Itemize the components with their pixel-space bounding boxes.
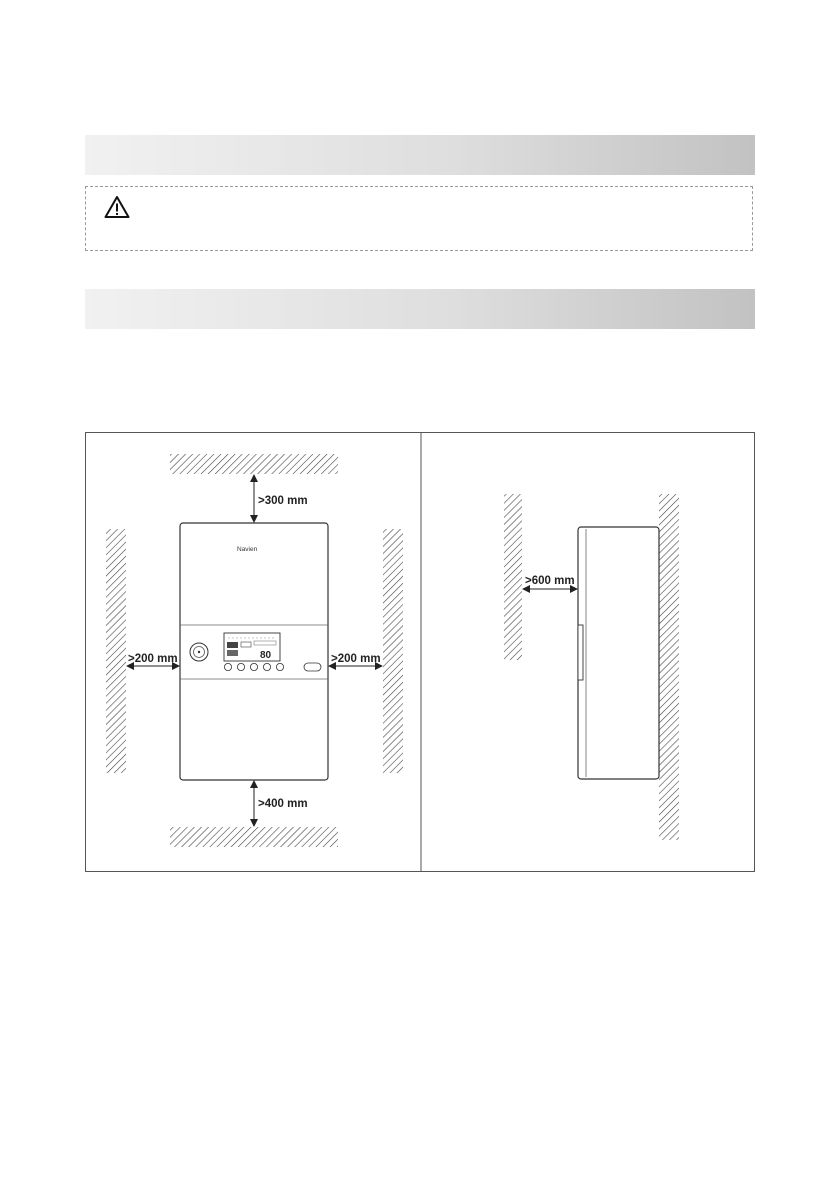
right-wall-hatch (383, 529, 403, 773)
control-button-3 (250, 663, 257, 670)
back-wall-hatch (659, 494, 679, 840)
control-badge (304, 663, 321, 671)
brand-logo: Navien (237, 546, 258, 553)
ceiling-hatch (170, 454, 338, 474)
bottom-clearance-label: >400 mm (258, 798, 308, 810)
control-knob (190, 643, 208, 661)
control-button-1 (224, 663, 231, 670)
section-header-bar-1 (85, 135, 755, 175)
lcd-temperature: 80 (260, 650, 272, 661)
front-view (106, 454, 403, 847)
warning-box (85, 186, 753, 251)
control-button-4 (263, 663, 270, 670)
floor-hatch (170, 827, 338, 847)
control-button-2 (237, 663, 244, 670)
left-clearance-label: >200 mm (128, 653, 178, 665)
front-wall-hatch (504, 494, 522, 660)
boiler-side-panel (578, 625, 583, 680)
right-clearance-label: >200 mm (331, 653, 381, 665)
top-clearance-label: >300 mm (258, 495, 308, 507)
installation-clearance-figure (85, 432, 755, 872)
lcd-display (224, 633, 280, 661)
front-clearance-label: >600 mm (525, 575, 575, 587)
side-view (504, 494, 679, 840)
section-header-bar-2 (85, 289, 755, 329)
control-button-5 (276, 663, 283, 670)
left-wall-hatch (106, 529, 126, 773)
boiler-side-body (578, 527, 659, 779)
warning-triangle-icon (104, 195, 130, 219)
